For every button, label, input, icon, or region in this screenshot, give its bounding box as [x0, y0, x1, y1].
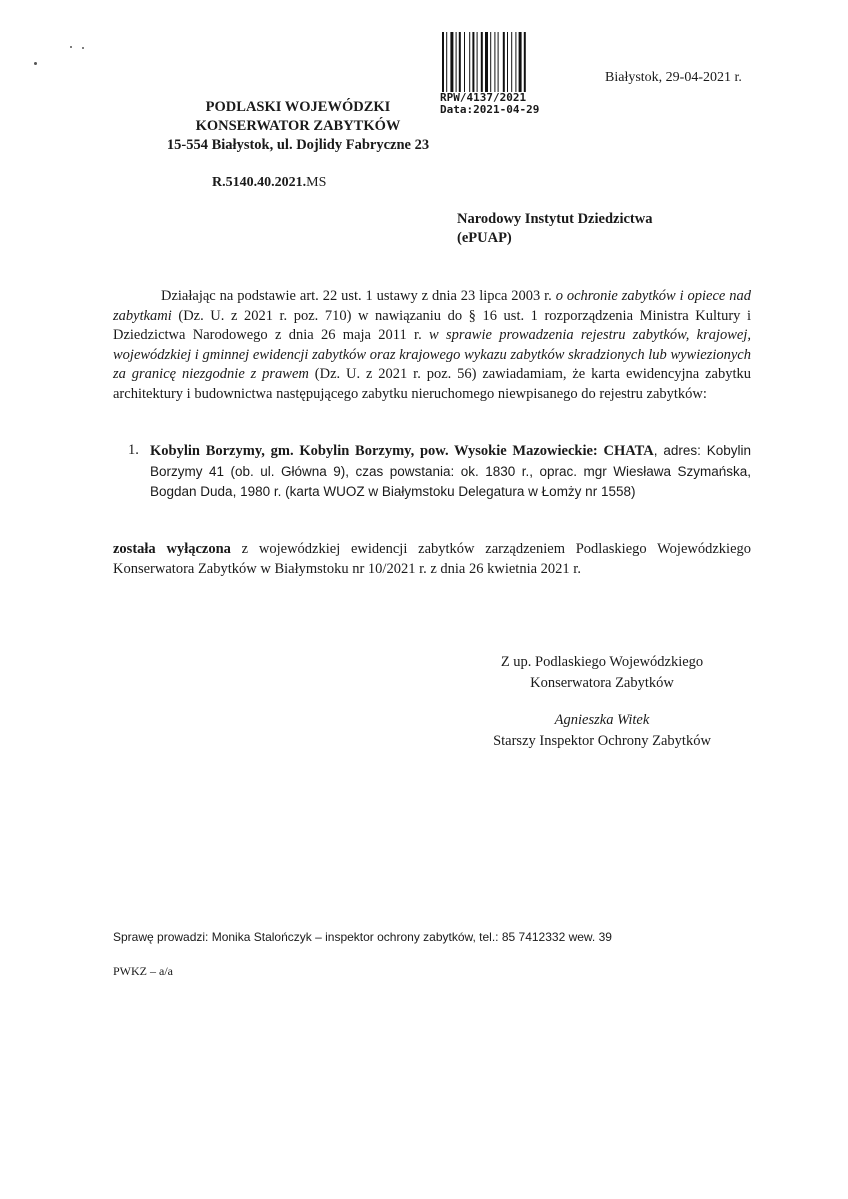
case-handler-contact: Sprawę prowadzi: Monika Stalończyk – inspektor ochrony zabytków, tel.: 85 7412332 wew. 39: [113, 930, 612, 944]
case-reference: [212, 175, 326, 191]
case-reference-initials: MS: [306, 175, 327, 190]
recipient-name: Narodowy Instytut Dziedzictwa: [457, 211, 653, 227]
signer-name: Agnieszka Witek: [554, 712, 650, 728]
case-reference-number: R.5140.40.2021.: [212, 175, 307, 190]
scan-speck: [70, 46, 72, 48]
monument-name: Kobylin Borzymy, gm. Kobylin Borzymy, pow. Wysokie Mazowieckie: CHATA: [150, 443, 654, 459]
conclusion-paragraph: została wyłączona z wojewódzkiej ewidencji zabytków zarządzeniem Podlaskiego Wojewódzkiego Konserwatora Zabytków w Białymstoku nr 10/2021 r. z dnia 26 kwietnia 2021 r.: [113, 541, 751, 577]
sender-block: [150, 98, 446, 155]
signer-position: Starszy Inspektor Ochrony Zabytków: [493, 733, 711, 749]
scan-speck: [82, 47, 84, 49]
recipient-channel: (ePUAP): [457, 230, 512, 246]
barcode-number: RPW/4137/2021: [440, 91, 527, 104]
sender-line-2: KONSERWATOR ZABYTKÓW: [195, 118, 401, 134]
act-title: o ochronie zabytków i opiece nad zabytkami: [113, 288, 751, 324]
archive-code: PWKZ – a/a: [113, 964, 173, 978]
monument-details: , adres: Kobylin Borzymy 41 (ob. ul. Główna 9), czas powstania: ok. 1830 r., oprac. mgr Wiesława Szymańska, Bogdan Duda, 1980 r. (karta WUOZ w Białymstoku Delegatura w Łomży nr 1558): [150, 443, 751, 499]
regulation-title: w sprawie prowadzenia rejestru zabytków, krajowej, wojewódzkiej i gminnej ewidencji zabytków oraz krajowego wykazu zabytków skradzionych lub wywiezionych za granicę niezgodnie z prawem: [113, 327, 752, 382]
monument-list-item: [128, 441, 751, 503]
list-item-number: 1.: [128, 442, 139, 458]
signature-authority-2: Konserwatora Zabytków: [530, 675, 674, 691]
sender-address: 15-554 Białystok, ul. Dojlidy Fabryczne 23: [166, 137, 430, 153]
barcode-icon: [440, 32, 556, 92]
barcode-date: Data:2021-04-29: [440, 103, 540, 116]
barcode-stamp: [440, 32, 560, 124]
main-paragraph: Działając na podstawie art. 22 ust. 1 ustawy z dnia 23 lipca 2003 r. o ochronie zabytków i opiece nad zabytkami (Dz. U. z 2021 r. poz. 710) w nawiązaniu do § 16 ust. 1 rozporządzenia Ministra Kultury i Dziedzictwa Narodowego z dnia 26 maja 2011 r. w sprawie prowadzenia rejestru zabytków, krajowej, wojewódzkiej i gminnej ewidencji zabytków oraz krajowego wykazu zabytków skradzionych lub wywiezionych za granicę niezgodnie z prawem (Dz. U. z 2021 r. poz. 56) zawiadamiam, że karta ewidencyjna zabytku architektury i budownictwa następującego zabytku nieruchomego niewpisanego do rejestru zabytków:: [113, 288, 752, 402]
scan-speck: [34, 62, 37, 65]
recipient-block: [457, 210, 652, 248]
sender-line-1: PODLASKI WOJEWÓDZKI: [205, 99, 391, 115]
place-date: Białystok, 29-04-2021 r.: [605, 70, 742, 85]
signature-block: [462, 652, 742, 752]
signature-authority-1: Z up. Podlaskiego Wojewódzkiego: [500, 654, 704, 670]
